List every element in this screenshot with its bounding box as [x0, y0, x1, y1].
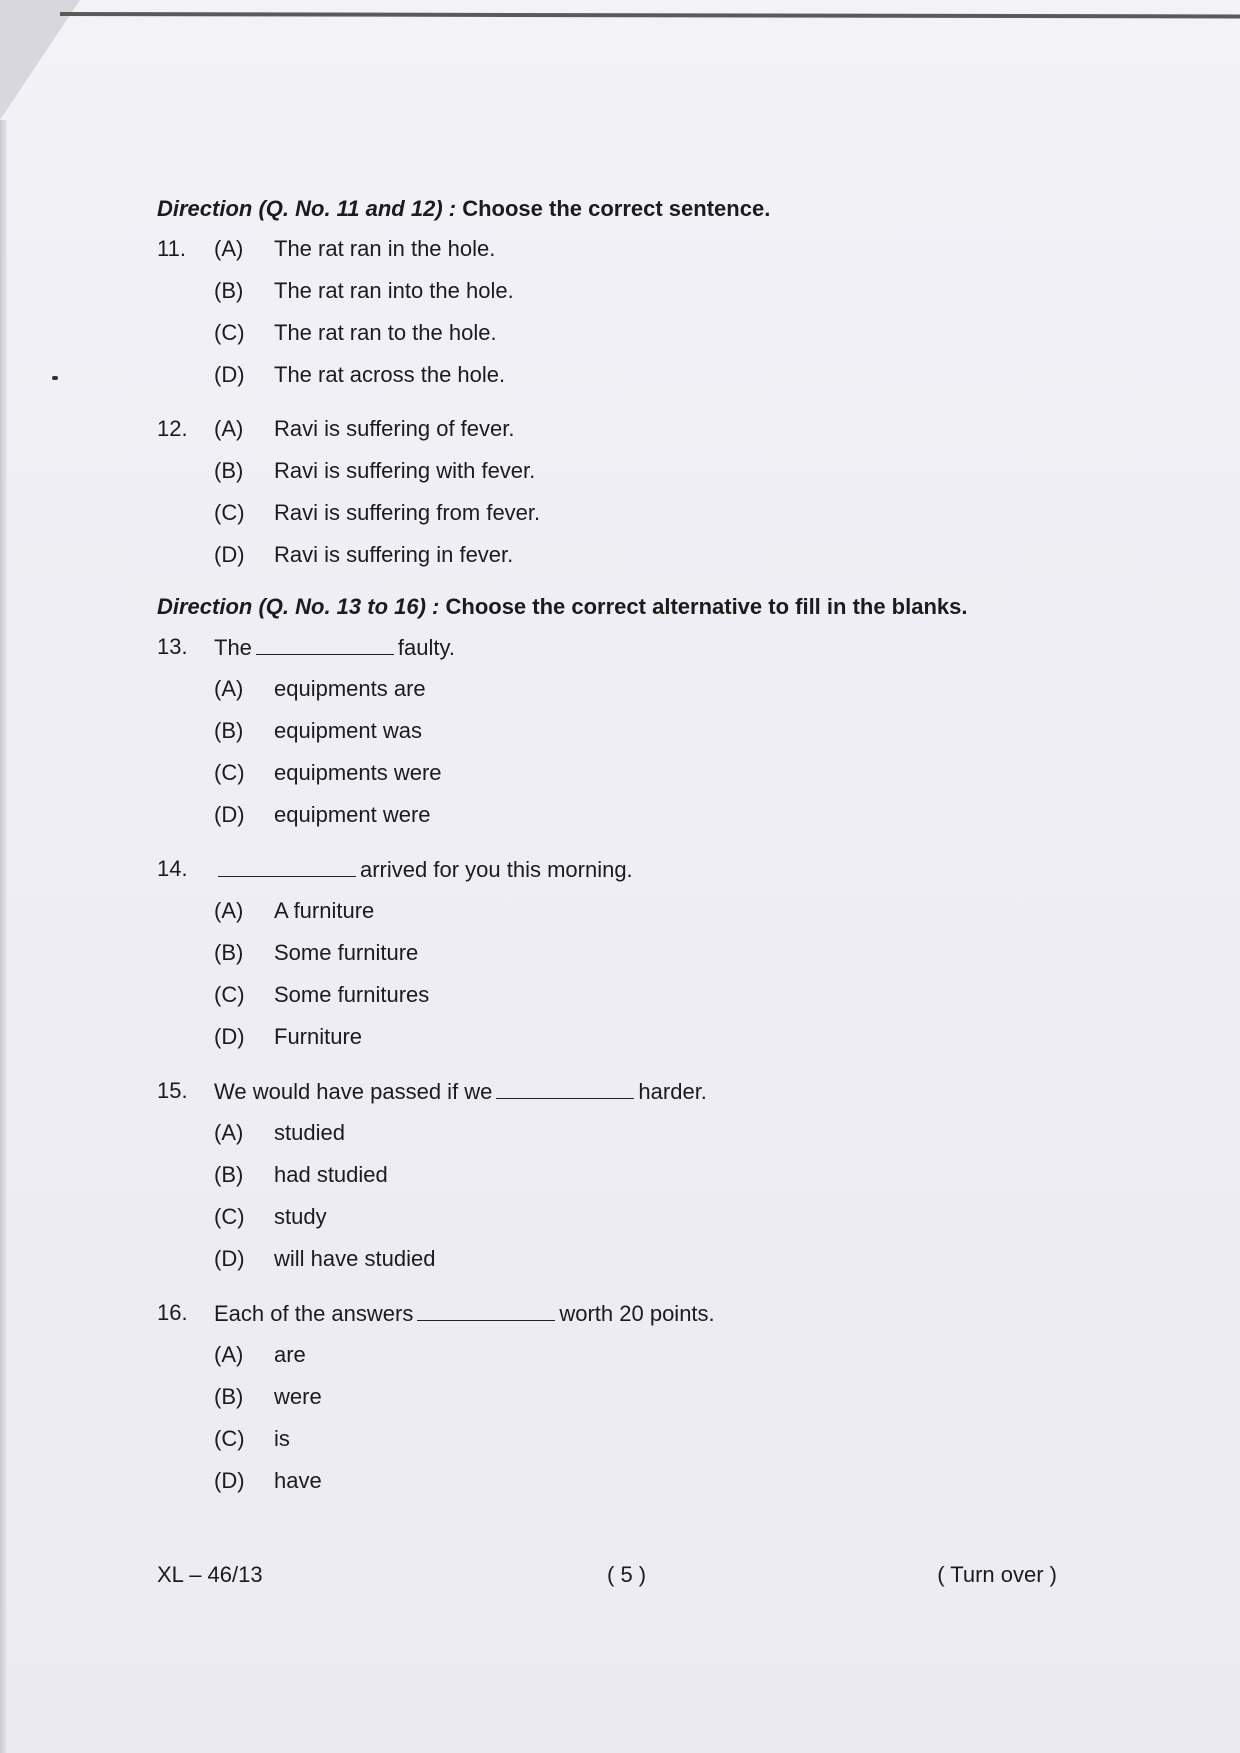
option-text: equipments are	[274, 676, 426, 701]
question-stem	[157, 228, 1107, 270]
option-label: (C)	[214, 1426, 245, 1451]
answer-option	[157, 1334, 1107, 1376]
question-11	[157, 228, 1107, 396]
answer-option	[157, 354, 1107, 396]
option-text: is	[274, 1426, 290, 1451]
option-text: A furniture	[274, 898, 375, 923]
question-number: 15.	[157, 1078, 188, 1103]
answer-option	[157, 450, 1107, 492]
option-text: equipments were	[274, 760, 442, 785]
paper-code: XL – 46/13	[157, 1562, 263, 1587]
question-paper-content	[157, 190, 1107, 1590]
option-text: equipment were	[274, 802, 431, 827]
option-label: (A)	[214, 1120, 244, 1145]
answer-option	[157, 534, 1107, 576]
question-number: 12.	[157, 416, 188, 441]
question-14	[157, 848, 1107, 1058]
question-stem	[157, 848, 1107, 890]
option-label: (B)	[214, 1162, 244, 1187]
page-footer	[157, 1562, 1107, 1592]
question-13	[157, 626, 1107, 836]
option-text: The rat ran into the hole.	[274, 278, 514, 303]
answer-option	[157, 974, 1107, 1016]
option-label: (A)	[214, 676, 244, 701]
answer-option	[157, 710, 1107, 752]
stem-after-blank: faulty.	[397, 635, 455, 660]
page-left-edge	[0, 120, 7, 1753]
direction-instruction: Choose the correct sentence.	[456, 196, 771, 221]
option-text: Furniture	[274, 1024, 363, 1049]
fill-in-blank	[256, 626, 394, 655]
option-label: (D)	[214, 542, 245, 567]
direction-heading	[157, 190, 1107, 228]
question-text	[214, 848, 633, 890]
answer-option	[157, 794, 1107, 836]
option-text: had studied	[274, 1162, 388, 1187]
answer-option	[157, 668, 1107, 710]
turn-over-note: ( Turn over )	[937, 1562, 1057, 1587]
stem-before-blank: Each of the answers	[214, 1301, 414, 1326]
option-label: (B)	[214, 1384, 244, 1409]
page-top-edge	[60, 12, 1240, 18]
answer-option	[157, 492, 1107, 534]
question-stem	[157, 1070, 1107, 1112]
answer-option	[157, 1016, 1107, 1058]
stem-after-blank: arrived for you this morning.	[360, 857, 633, 882]
option-text: equipment was	[274, 718, 422, 743]
option-text: Ravi is suffering of fever.	[274, 416, 515, 441]
question-text	[214, 626, 455, 668]
question-text	[214, 1070, 707, 1112]
direction-prefix: Direction (Q. No. 13 to 16) :	[157, 594, 440, 619]
option-label: (C)	[214, 500, 245, 525]
option-label: (B)	[214, 458, 244, 483]
answer-option	[157, 752, 1107, 794]
question-16	[157, 1292, 1107, 1502]
direction-heading	[157, 588, 1107, 626]
stem-after-blank: worth 20 points.	[559, 1301, 715, 1326]
option-text: Ravi is suffering with fever.	[274, 458, 536, 483]
option-label: (A)	[214, 1342, 244, 1367]
option-text: will have studied	[274, 1246, 436, 1271]
option-label: (C)	[214, 320, 245, 345]
option-label: (C)	[214, 760, 245, 785]
question-number: 11.	[157, 236, 186, 261]
answer-option	[157, 270, 1107, 312]
option-label: (B)	[214, 278, 244, 303]
option-label: (C)	[214, 982, 245, 1007]
question-15	[157, 1070, 1107, 1280]
stem-after-blank: harder.	[638, 1079, 707, 1104]
fill-in-blank	[417, 1292, 555, 1321]
answer-option	[157, 1112, 1107, 1154]
option-text: studied	[274, 1120, 345, 1145]
ink-speck	[52, 376, 58, 380]
question-number: 14.	[157, 856, 188, 881]
fill-in-blank	[218, 848, 356, 877]
answer-option	[157, 1238, 1107, 1280]
option-text: were	[274, 1384, 322, 1409]
question-text	[214, 1292, 715, 1334]
option-label: (D)	[214, 1024, 245, 1049]
option-text: The rat across the hole.	[274, 362, 506, 387]
question-stem	[157, 626, 1107, 668]
option-label: (B)	[214, 718, 244, 743]
answer-option	[157, 1460, 1107, 1502]
question-number: 16.	[157, 1300, 188, 1325]
option-label: (A)	[214, 236, 244, 261]
option-label: (D)	[214, 362, 245, 387]
direction-instruction: Choose the correct alternative to fill in the blanks.	[439, 594, 968, 619]
stem-before-blank: The	[214, 635, 252, 660]
answer-option	[157, 890, 1107, 932]
option-label: (D)	[214, 1246, 245, 1271]
answer-option	[157, 1196, 1107, 1238]
option-text: Ravi is suffering in fever.	[274, 542, 514, 567]
answer-option	[157, 312, 1107, 354]
answer-option	[157, 932, 1107, 974]
option-label: (D)	[214, 1468, 245, 1493]
option-label: (D)	[214, 802, 245, 827]
option-text: are	[274, 1342, 306, 1367]
question-stem	[157, 408, 1107, 450]
page-number: ( 5 )	[607, 1562, 647, 1587]
option-text: Some furnitures	[274, 982, 430, 1007]
option-label: (A)	[214, 416, 244, 441]
answer-option	[157, 1376, 1107, 1418]
option-text: Ravi is suffering from fever.	[274, 500, 541, 525]
answer-option	[157, 1418, 1107, 1460]
option-text: The rat ran to the hole.	[274, 320, 497, 345]
question-number: 13.	[157, 634, 188, 659]
option-text: Some furniture	[274, 940, 419, 965]
option-label: (A)	[214, 898, 244, 923]
stem-before-blank: We would have passed if we	[214, 1079, 493, 1104]
option-label: (B)	[214, 940, 244, 965]
option-text: have	[274, 1468, 322, 1493]
option-text: study	[274, 1204, 327, 1229]
question-12	[157, 408, 1107, 576]
answer-option	[157, 1154, 1107, 1196]
option-label: (C)	[214, 1204, 245, 1229]
option-text: The rat ran in the hole.	[274, 236, 496, 261]
fill-in-blank	[496, 1070, 634, 1099]
question-stem	[157, 1292, 1107, 1334]
direction-prefix: Direction (Q. No. 11 and 12) :	[157, 196, 457, 221]
folded-corner	[0, 0, 80, 120]
